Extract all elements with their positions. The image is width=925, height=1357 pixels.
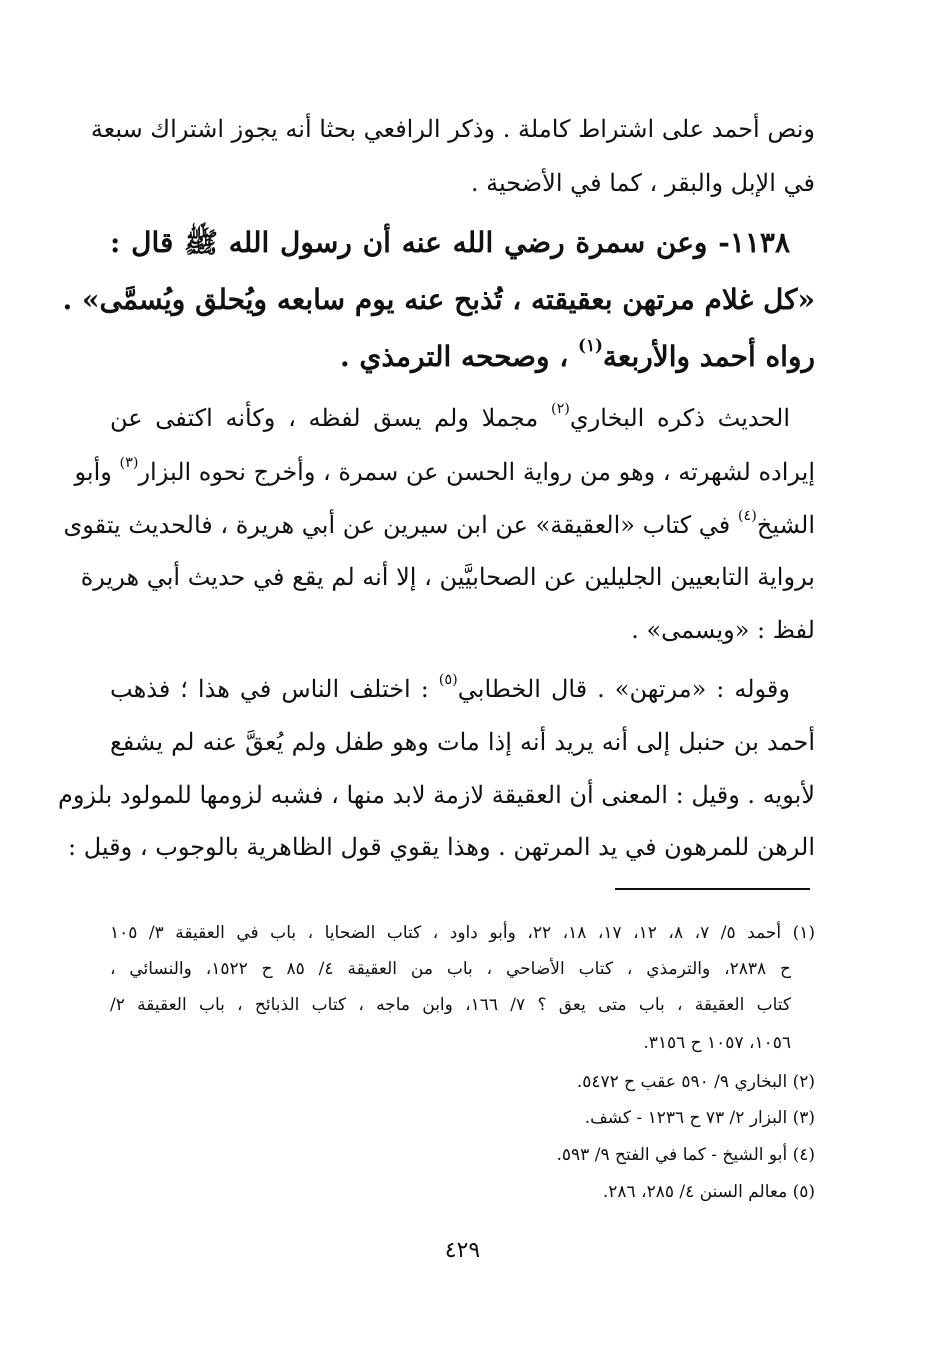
footnote-5: (٥) معالم السنن ٤/ ٢٨٥، ٢٨٦. <box>602 1182 815 1202</box>
paragraph-line <box>110 401 790 432</box>
intro-line: ونص أحمد على اشتراط كاملة . وذكر الرافعي بحثا أنه يجوز اشتراك سبعة <box>90 115 815 143</box>
hadith-source <box>110 335 815 373</box>
paragraph-line <box>74 455 815 486</box>
paragraph-text: : اختلف الناس في هذا ؛ فذهب <box>110 675 439 703</box>
paragraph-line: برواية التابعيين الجليلين عن الصحابيَّين ، إلا أنه لم يقع في حديث أبي هريرة <box>80 563 815 591</box>
paragraph-text: الحديث ذكره البخاري <box>569 404 790 432</box>
hadith-source-text: ، وصححه الترمذي . <box>339 340 578 373</box>
footnote-ref: (٣) <box>119 455 139 472</box>
hadith-source-text: رواه أحمد والأربعة <box>602 340 815 373</box>
footnote-1-cont: ح ٢٨٣٨، والترمذي ، كتاب الأضاحي ، باب من العقيقة ٤/ ٨٥ ح ١٥٢٢، والنسائي ، <box>110 959 791 979</box>
footnote-ref: (٤) <box>737 508 757 525</box>
paragraph-line: الرهن للمرهون في يد المرتهن . وهذا يقوي قول الظاهرية بالوجوب ، وقيل : <box>68 833 815 861</box>
footnote-3: (٣) البزار ٢/ ٧٣ ح ١٢٣٦ - كشف. <box>584 1108 815 1128</box>
paragraph-line: لفظ : «ويسمى» . <box>631 616 815 644</box>
paragraph-line <box>63 508 815 539</box>
paragraph-text: وقوله : «مرتهن» . قال الخطابي <box>457 675 790 703</box>
footnote-4: (٤) أبو الشيخ - كما في الفتح ٩/ ٥٩٣. <box>556 1145 815 1165</box>
footnote-1-cont: ١٠٥٦، ١٠٥٧ ح ٣١٥٦. <box>643 1033 791 1053</box>
footnote-2: (٢) البخاري ٩/ ٥٩٠ عقب ح ٥٤٧٢. <box>576 1072 815 1092</box>
page-number: ٤٢٩ <box>444 1238 481 1263</box>
paragraph-text: الشيخ <box>756 511 815 539</box>
paragraph-line: أحمد بن حنبل إلى أنه يريد أنه إذا مات وهو طفل ولم يُعقَّ عنه لم يشفع <box>110 728 815 756</box>
paragraph-text: مجملا ولم يسق لفظه ، وكأنه اكتفى عن <box>110 404 551 432</box>
footnote-1: (١) أحمد ٥/ ٧، ٨، ١٢، ١٧، ١٨، ٢٢، وأبو داود ، كتاب الضحايا ، باب في العقيقة ٣/ ١٠٥ <box>110 923 816 943</box>
paragraph-text: إيراده لشهرته ، وهو من رواية الحسن عن سمرة ، وأخرج نحوه البزار <box>138 458 815 486</box>
hadith-text: «كل غلام مرتهن بعقيقته ، تُذبح عنه يوم سابعه ويُحلق ويُسمَّى» . <box>62 283 815 316</box>
paragraph-line <box>110 672 790 703</box>
footnote-ref: (١) <box>578 335 603 356</box>
hadith-heading: ١١٣٨- وعن سمرة رضي الله عنه أن رسول الله ﷺ قال : <box>110 226 790 259</box>
footnote-ref: (٥) <box>438 672 458 689</box>
intro-line: في الإبل والبقر ، كما في الأضحية . <box>470 169 815 197</box>
footnote-ref: (٢) <box>550 401 570 418</box>
paragraph-text: في كتاب «العقيقة» عن ابن سيرين عن أبي هريرة ، فالحديث يتقوى <box>63 511 738 539</box>
footnote-1-cont: كتاب العقيقة ، باب متى يعق ؟ ٧/ ١٦٦، وابن ماجه ، كتاب الذبائح ، باب العقيقة ٢/ <box>110 995 791 1015</box>
footnote-separator <box>615 888 810 890</box>
paragraph-text: وأبو <box>74 458 120 486</box>
paragraph-line: لأبويه . وقيل : المعنى أن العقيقة لازمة لابد منها ، فشبه لزومها للمولود بلزوم <box>57 781 815 809</box>
